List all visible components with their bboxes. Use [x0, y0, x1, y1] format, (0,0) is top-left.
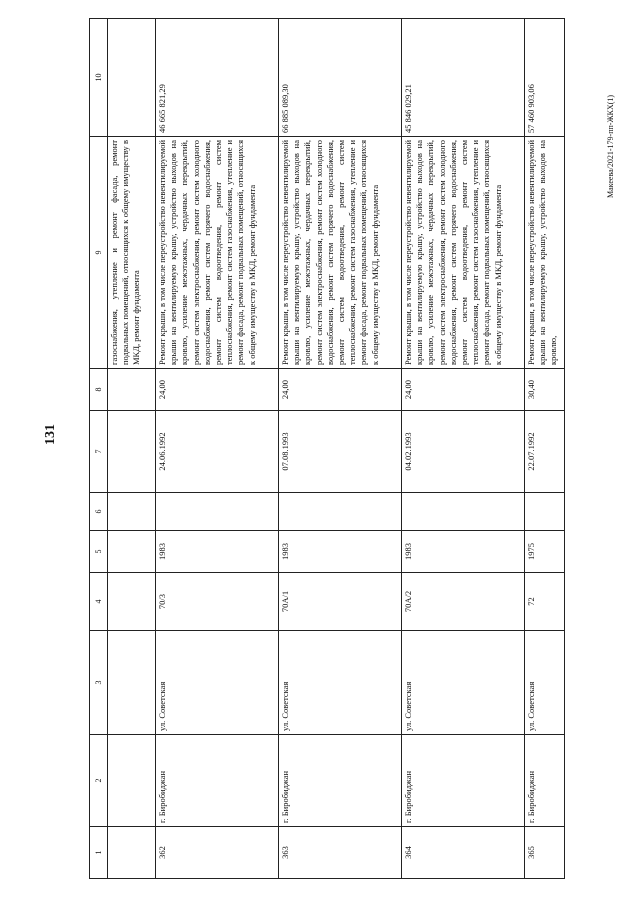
- wear-percent: 24,00: [279, 369, 402, 411]
- table-row: [525, 19, 565, 879]
- column-header: 2: [90, 735, 108, 827]
- street: ул. Советская: [402, 631, 525, 735]
- city: г. Биробиджан: [279, 735, 402, 827]
- works-list: Ремонт крыши, в том числе переустройство невентилируемой крыши на вентилируемую крышу, устройство выходов на кровлю, усиление межэтажных, чердачных перекрытий, ремонт систем электроснабжения, ремонт систем холодного водоснабжения, ремонт систем горячего водоснабжения, ремонт систем водоотведения, ремонт систем теплоснабжения, ремонт систем газоснабжения, утепление и ремонт фасада, ремонт подвальных помещений, относящихся к общему имуществу в МКД, ремонт фундамента: [279, 137, 402, 369]
- house-number: 70А/1: [279, 573, 402, 631]
- privatization-date: 07.08.1993: [279, 411, 402, 493]
- repair-program-table: [89, 18, 565, 879]
- row-number: 362: [156, 827, 279, 879]
- wear-percent: 24,00: [156, 369, 279, 411]
- cost: 46 665 821,29: [156, 19, 279, 137]
- column-header: 5: [90, 531, 108, 573]
- continuation-row: [108, 19, 156, 879]
- wear-percent: 30,40: [525, 369, 565, 411]
- column-header: 6: [90, 493, 108, 531]
- table-row: [402, 19, 525, 879]
- works-list: Ремонт крыши, в том числе переустройство невентилируемой крыши на вентилируемую крышу, устройство выходов на кровлю, усиление межэтажных, чердачных перекрытий, ремонт систем электроснабжения, ремонт систем холодного водоснабжения, ремонт систем горячего водоснабжения, ремонт систем водоотведения, ремонт систем теплоснабжения, ремонт систем газоснабжения, утепление и ремонт фасада, ремонт подвальных помещений, относящихся к общему имуществу в МКД, ремонт фундамента: [402, 137, 525, 369]
- row-number: 363: [279, 827, 402, 879]
- document-footer: Макеева/2021-179-пп-ЖКХ(1): [606, 94, 615, 198]
- privatization-date: 22.07.1992: [525, 411, 565, 493]
- column-header: 4: [90, 573, 108, 631]
- page-number: 131: [43, 424, 58, 445]
- row-number: 365: [525, 827, 565, 879]
- column-6: [525, 493, 565, 531]
- rotated-table-container: [89, 19, 579, 879]
- column-header: 1: [90, 827, 108, 879]
- works-list: Ремонт крыши, в том числе переустройство невентилируемой крыши на вентилируемую крышу, устройство выходов на кровлю, усиление межэтажных, чердачных перекрытий, ремонт систем электроснабжения, ремонт систем холодного водоснабжения, ремонт систем горячего водоснабжения, ремонт систем водоотведения, ремонт систем теплоснабжения, ремонт систем газоснабжения, утепление и ремонт фасада, ремонт подвальных помещений, относящихся к общему имуществу в МКД, ремонт фундамента: [156, 137, 279, 369]
- column-6: [402, 493, 525, 531]
- privatization-date: 04.02.1993: [402, 411, 525, 493]
- column-header: 10: [90, 19, 108, 137]
- city: г. Биробиджан: [402, 735, 525, 827]
- city: г. Биробиджан: [525, 735, 565, 827]
- build-year: 1983: [279, 531, 402, 573]
- house-number: 72: [525, 573, 565, 631]
- column-header: 7: [90, 411, 108, 493]
- column-header: 9: [90, 137, 108, 369]
- city: г. Биробиджан: [156, 735, 279, 827]
- build-year: 1983: [402, 531, 525, 573]
- privatization-date: 24.06.1992: [156, 411, 279, 493]
- column-header: 8: [90, 369, 108, 411]
- cost: 57 460 903,06: [525, 19, 565, 137]
- row-number: 364: [402, 827, 525, 879]
- column-header: 3: [90, 631, 108, 735]
- build-year: 1975: [525, 531, 565, 573]
- column-6: [279, 493, 402, 531]
- table-row: [156, 19, 279, 879]
- column-6: [156, 493, 279, 531]
- build-year: 1983: [156, 531, 279, 573]
- house-number: 70/3: [156, 573, 279, 631]
- street: ул. Советская: [156, 631, 279, 735]
- street: ул. Советская: [525, 631, 565, 735]
- street: ул. Советская: [279, 631, 402, 735]
- works-text-continued: газоснабжения, утепление и ремонт фасада, ремонт подвальных помещений, относящихся к общему имуществу в МКД, ремонт фундамента: [108, 137, 156, 369]
- cost: 66 885 089,30: [279, 19, 402, 137]
- wear-percent: 24,00: [402, 369, 525, 411]
- table-row: [279, 19, 402, 879]
- house-number: 70А/2: [402, 573, 525, 631]
- works-list: Ремонт крыши, в том числе переустройство невентилируемой крыши на вентилируемую крышу, устройство выходов на кровлю,: [525, 137, 565, 369]
- cost: 45 846 029,21: [402, 19, 525, 137]
- header-row: [90, 19, 108, 879]
